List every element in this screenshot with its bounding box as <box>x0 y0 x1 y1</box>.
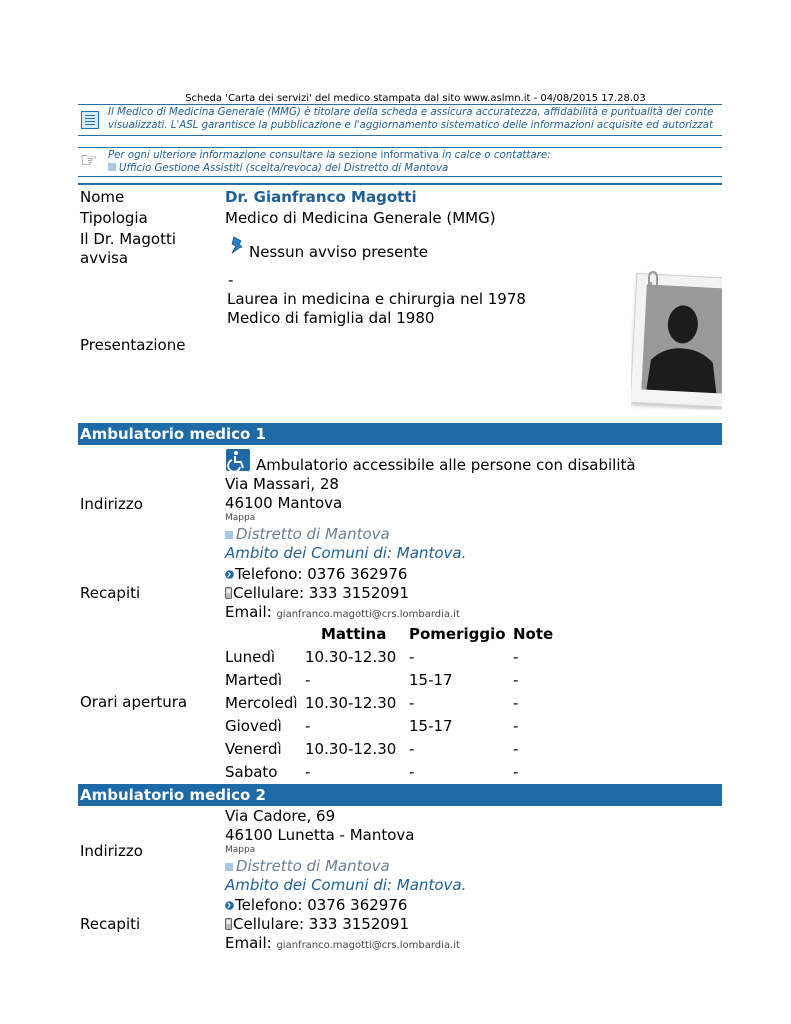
phone-icon <box>225 569 234 580</box>
mobile-phone-icon <box>225 918 232 930</box>
notices-label-line-2: avvisa <box>80 249 129 267</box>
hours-header-notes: Note <box>513 624 554 643</box>
hours-row <box>225 714 555 737</box>
ambulatorio-2-phone <box>225 896 407 915</box>
doctor-name: Dr. Gianfranco Magotti <box>225 188 417 206</box>
email-label: Email: <box>225 603 272 621</box>
ambulatorio-2-phone-text: Telefono: 0376 362976 <box>235 896 408 914</box>
opening-hours-table <box>225 622 555 783</box>
accessibility-text: Ambulatorio accessibile alle persone con disabilità <box>256 456 636 474</box>
pointing-hand-icon: ☞ <box>80 148 98 172</box>
notices-label-line-1: Il Dr. Magotti <box>80 230 176 248</box>
print-header: Scheda 'Carta dei servizi' del medico stampata dal sito www.aslmn.it - 04/08/2015 17.28.03 <box>185 93 646 104</box>
hours-header-morning: Mattina <box>321 624 387 643</box>
hours-morning: 10.30-12.30 <box>305 739 397 758</box>
ambulatorio-1-mobile <box>225 584 409 603</box>
ambulatorio-2-address-label: Indirizzo <box>80 842 143 860</box>
presentation-dash: - <box>228 271 234 289</box>
hours-morning: - <box>305 716 311 735</box>
contact-info-text <box>108 149 722 175</box>
ambulatorio-1-ambito: Ambito dei Comuni di: Mantova. <box>225 544 467 562</box>
hours-afternoon: 15-17 <box>409 670 453 689</box>
ufficio-gestione-link[interactable]: Ufficio Gestione Assistiti (scelta/revoca) del Distretto di Mantova <box>119 163 449 174</box>
presentation-line-1: Laurea in medicina e chirurgia nel 1978 <box>227 290 526 308</box>
ambulatorio-2-ambito: Ambito dei Comuni di: Mantova. <box>225 876 467 894</box>
profile-photo <box>631 270 722 410</box>
hours-day: Giovedì <box>225 716 282 735</box>
ambulatorio-1-email-link[interactable]: gianfranco.magotti@crs.lombardia.it <box>276 609 460 620</box>
pushpin-icon <box>228 235 246 255</box>
hours-day: Martedì <box>225 670 283 689</box>
paperclip-icon <box>645 270 659 316</box>
ambulatorio-1-street: Via Massari, 28 <box>225 475 339 493</box>
hours-afternoon: - <box>409 693 415 712</box>
hours-notes: - <box>513 739 519 758</box>
opening-hours-label: Orari apertura <box>80 693 188 711</box>
ambulatorio-2-email-link[interactable]: gianfranco.magotti@crs.lombardia.it <box>276 940 460 951</box>
hours-notes: - <box>513 647 519 666</box>
info-card-icon <box>81 111 99 129</box>
section-divider <box>78 183 722 185</box>
contact-info-box <box>78 147 722 177</box>
ambulatorio-2-email <box>225 934 460 953</box>
presentation-label: Presentazione <box>80 336 186 354</box>
hours-day: Sabato <box>225 762 278 781</box>
type-label: Tipologia <box>80 209 148 227</box>
ambulatorio-1-map-link[interactable]: Mappa <box>225 513 256 523</box>
hours-row <box>225 668 555 691</box>
phone-icon <box>225 900 234 911</box>
ambulatorio-2-city: 46100 Lunetta - Mantova <box>225 826 415 844</box>
bullet-square-icon <box>225 863 233 871</box>
hours-notes: - <box>513 716 519 735</box>
hours-morning: - <box>305 762 311 781</box>
info-section-link[interactable]: sezione informativa <box>338 150 439 161</box>
ambulatorio-1-city: 46100 Mantova <box>225 494 343 512</box>
mmg-disclaimer-line-2: visualizzati. L'ASL garantisce la pubblicazione e l'aggiornamento sistematico delle informazioni acquisite ed autorizzat <box>108 120 714 131</box>
bullet-square-icon <box>108 163 116 171</box>
ambulatorio-2-district-text: Distretto di Mantova <box>236 857 390 875</box>
ambulatorio-1-district-text: Distretto di Mantova <box>236 525 390 543</box>
mobile-phone-icon <box>225 587 232 599</box>
contact-info-intro: Per ogni ulteriore informazione consultare la <box>108 150 336 161</box>
hours-day: Venerdì <box>225 739 282 758</box>
wheelchair-icon <box>226 449 250 471</box>
mmg-disclaimer-line-1: Il Medico di Medicina Generale (MMG) è titolare della scheda e assicura accuratezza, affidabilità e puntualità dei conte <box>108 107 714 118</box>
hours-notes: - <box>513 670 519 689</box>
hours-morning: 10.30-12.30 <box>305 693 397 712</box>
hours-row <box>225 691 555 714</box>
hours-header-afternoon: Pomeriggio <box>409 624 506 643</box>
contact-info-outro: in calce o contattare: <box>442 150 551 161</box>
ambulatorio-1-mobile-text: Cellulare: 333 3152091 <box>233 584 409 602</box>
doctor-type: Medico di Medicina Generale (MMG) <box>225 209 496 227</box>
ambulatorio-1-address-label: Indirizzo <box>80 495 143 513</box>
ambulatorio-2-mobile <box>225 915 409 934</box>
notices-text: Nessun avviso presente <box>249 243 428 261</box>
hours-header-row <box>225 622 555 645</box>
hours-morning: 10.30-12.30 <box>305 647 397 666</box>
ambulatorio-1-header: Ambulatorio medico 1 <box>78 423 722 445</box>
ambulatorio-2-header: Ambulatorio medico 2 <box>78 784 722 806</box>
hours-header-day <box>225 622 305 645</box>
ambulatorio-2-mobile-text: Cellulare: 333 3152091 <box>233 915 409 933</box>
hours-afternoon: - <box>409 647 415 666</box>
ambulatorio-1-email <box>225 603 460 622</box>
hours-afternoon: - <box>409 739 415 758</box>
hours-afternoon: - <box>409 762 415 781</box>
presentation-line-2: Medico di famiglia dal 1980 <box>227 309 435 327</box>
hours-notes: - <box>513 693 519 712</box>
hours-day: Mercoledì <box>225 693 298 712</box>
mmg-disclaimer-text <box>108 106 722 132</box>
hours-morning: - <box>305 670 311 689</box>
ambulatorio-1-district <box>225 525 390 544</box>
ambulatorio-1-contacts-label: Recapiti <box>80 584 141 602</box>
hours-row <box>225 760 555 783</box>
bullet-square-icon <box>225 531 233 539</box>
email-label: Email: <box>225 934 272 952</box>
hours-day: Lunedì <box>225 647 276 666</box>
hours-row <box>225 645 555 668</box>
ambulatorio-2-street: Via Cadore, 69 <box>225 807 336 825</box>
hours-row <box>225 737 555 760</box>
mmg-disclaimer-box <box>78 104 722 136</box>
ambulatorio-2-contacts-label: Recapiti <box>80 915 141 933</box>
name-label: Nome <box>80 188 125 206</box>
ambulatorio-1-phone <box>225 565 407 584</box>
hours-afternoon: 15-17 <box>409 716 453 735</box>
hours-notes: - <box>513 762 519 781</box>
ambulatorio-2-map-link[interactable]: Mappa <box>225 845 256 855</box>
ambulatorio-1-phone-text: Telefono: 0376 362976 <box>235 565 408 583</box>
ambulatorio-2-district <box>225 857 390 876</box>
